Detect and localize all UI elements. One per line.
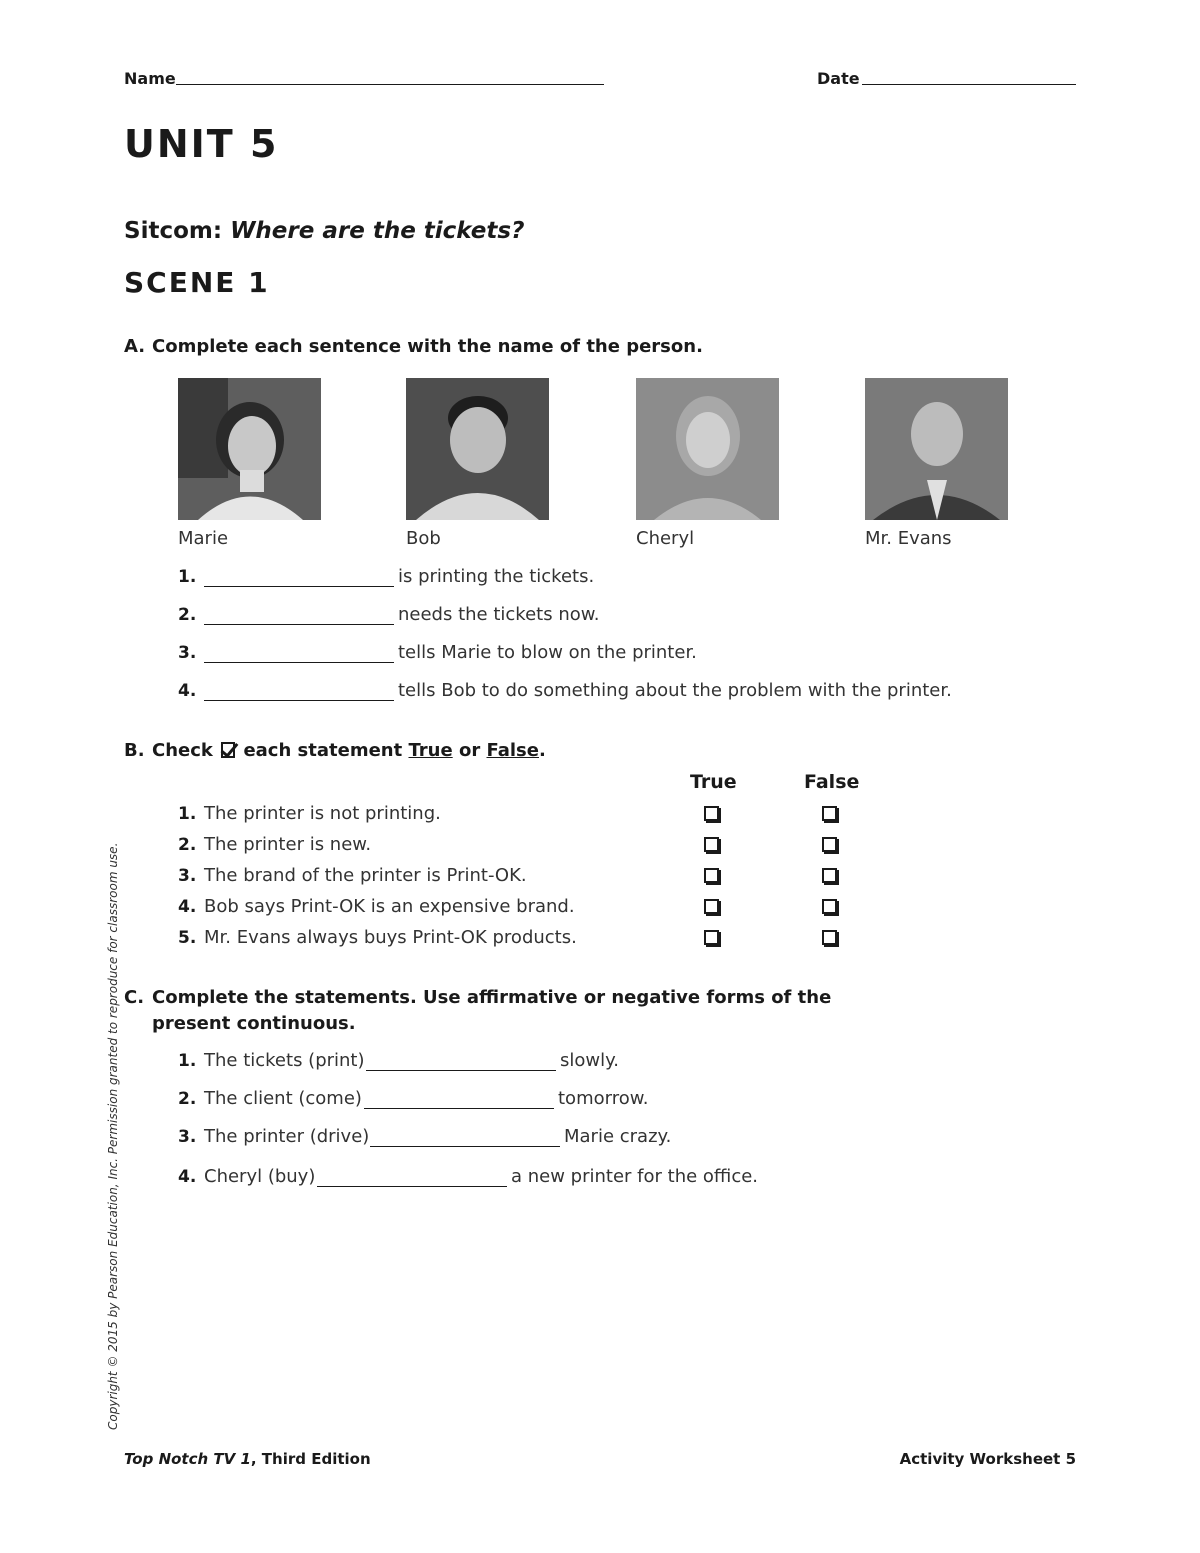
- item-number: 4.: [178, 897, 197, 917]
- false-checkbox[interactable]: [822, 868, 837, 883]
- photo-mr-evans: [865, 378, 1008, 520]
- item-number: 1.: [178, 1051, 197, 1071]
- instruction-middle: each statement: [243, 740, 403, 761]
- answer-blank[interactable]: [317, 1186, 507, 1187]
- true-checkbox[interactable]: [704, 930, 719, 945]
- section-c-instruction-line2: present continuous.: [152, 1013, 356, 1034]
- photo-cheryl: [636, 378, 779, 520]
- item-number: 3.: [178, 1127, 197, 1147]
- caption-mr-evans: Mr. Evans: [865, 528, 952, 549]
- column-header-false: False: [804, 771, 860, 793]
- section-a-instruction: Complete each sentence with the name of the person.: [152, 336, 703, 357]
- statement-text: Bob says Print-OK is an expensive brand.: [204, 896, 575, 917]
- unit-title: UNIT 5: [124, 122, 279, 166]
- answer-blank[interactable]: [204, 662, 394, 663]
- footer-book-title: [124, 1450, 371, 1468]
- sitcom-episode-title: Where are the tickets?: [230, 218, 525, 244]
- answer-blank[interactable]: [364, 1108, 554, 1109]
- false-checkbox[interactable]: [822, 837, 837, 852]
- item-number: 1.: [178, 567, 197, 587]
- false-checkbox[interactable]: [822, 930, 837, 945]
- item-number: 2.: [178, 1089, 197, 1109]
- item-number: 3.: [178, 866, 197, 886]
- caption-cheryl: Cheryl: [636, 528, 695, 549]
- caption-marie: Marie: [178, 528, 229, 549]
- answer-blank[interactable]: [366, 1070, 556, 1071]
- true-checkbox[interactable]: [704, 868, 719, 883]
- item-text-before: Cheryl (buy): [204, 1166, 316, 1187]
- answer-blank[interactable]: [204, 700, 394, 701]
- section-b-letter: B.: [124, 740, 145, 761]
- name-label: Name: [124, 69, 176, 88]
- scene-title: SCENE 1: [124, 266, 270, 299]
- date-label: Date: [817, 69, 860, 88]
- item-text-after: a new printer for the office.: [511, 1166, 759, 1187]
- section-b-instruction: [152, 740, 546, 761]
- footer-worksheet-label: Activity Worksheet 5: [899, 1450, 1076, 1468]
- answer-blank[interactable]: [370, 1146, 560, 1147]
- item-text: tells Bob to do something about the problem with the printer.: [398, 680, 952, 701]
- section-c-instruction-line1: Complete the statements. Use affirmative or negative forms of the: [152, 987, 832, 1008]
- caption-bob: Bob: [406, 528, 441, 549]
- section-c-letter: C.: [124, 987, 145, 1008]
- instruction-check-word: Check: [152, 740, 213, 761]
- book-edition: , Third Edition: [250, 1450, 371, 1468]
- item-text-after: tomorrow.: [558, 1088, 649, 1109]
- true-word: True: [408, 740, 453, 761]
- answer-blank[interactable]: [204, 624, 394, 625]
- item-number: 5.: [178, 928, 197, 948]
- sitcom-title: [124, 218, 524, 244]
- item-text: tells Marie to blow on the printer.: [398, 642, 697, 663]
- statement-text: The printer is not printing.: [204, 803, 441, 824]
- date-field[interactable]: [862, 84, 1076, 85]
- item-text-before: The client (come): [204, 1088, 362, 1109]
- section-a-letter: A.: [124, 336, 146, 357]
- name-field[interactable]: [176, 84, 604, 85]
- false-checkbox[interactable]: [822, 806, 837, 821]
- column-header-true: True: [690, 771, 737, 793]
- statement-text: The printer is new.: [204, 834, 372, 855]
- item-text-after: Marie crazy.: [564, 1126, 672, 1147]
- statement-text: Mr. Evans always buys Print-OK products.: [204, 927, 577, 948]
- false-word: False: [486, 740, 539, 761]
- item-number: 3.: [178, 643, 197, 663]
- statement-text: The brand of the printer is Print-OK.: [204, 865, 527, 886]
- item-text-before: The tickets (print): [204, 1050, 365, 1071]
- checkmark-box-icon: [221, 742, 235, 758]
- true-checkbox[interactable]: [704, 837, 719, 852]
- item-text-before: The printer (drive): [204, 1126, 370, 1147]
- sitcom-prefix: Sitcom:: [124, 218, 223, 244]
- item-number: 4.: [178, 681, 197, 701]
- item-number: 2.: [178, 835, 197, 855]
- item-number: 1.: [178, 804, 197, 824]
- item-text: needs the tickets now.: [398, 604, 600, 625]
- copyright-notice: Copyright © 2015 by Pearson Education, Inc. Permission granted to reproduce for classroom use.: [106, 842, 120, 1430]
- false-checkbox[interactable]: [822, 899, 837, 914]
- item-number: 2.: [178, 605, 197, 625]
- item-text-after: slowly.: [560, 1050, 619, 1071]
- instruction-period: .: [538, 740, 546, 761]
- item-text: is printing the tickets.: [398, 566, 595, 587]
- answer-blank[interactable]: [204, 586, 394, 587]
- item-number: 4.: [178, 1167, 197, 1187]
- photo-bob: [406, 378, 549, 520]
- true-checkbox[interactable]: [704, 806, 719, 821]
- photo-marie: [178, 378, 321, 520]
- or-word: or: [458, 740, 481, 761]
- book-title: Top Notch TV 1: [124, 1450, 251, 1468]
- true-checkbox[interactable]: [704, 899, 719, 914]
